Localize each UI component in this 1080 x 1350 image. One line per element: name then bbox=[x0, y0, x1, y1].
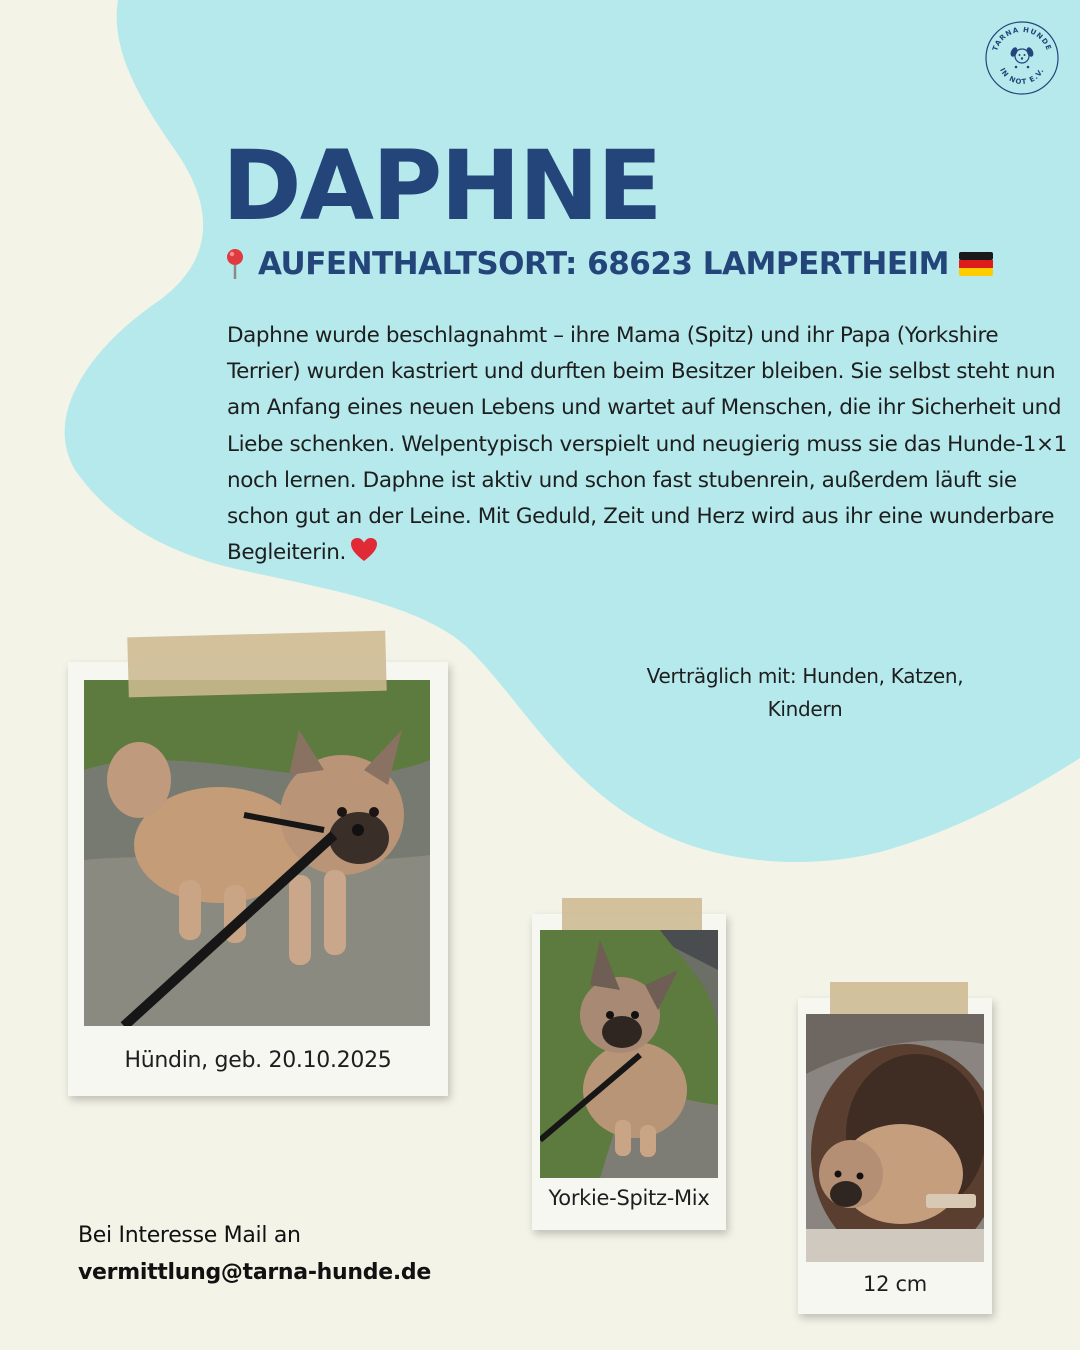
contact-email-link[interactable]: vermittlung@tarna-hunde.de bbox=[78, 1260, 431, 1285]
pin-icon bbox=[222, 247, 248, 281]
logo-text-bottom: IN NOT E.V. bbox=[998, 66, 1046, 87]
contact-label: Bei Interesse Mail an bbox=[78, 1223, 301, 1248]
logo-text-top: TARNA HUNDE bbox=[991, 25, 1053, 53]
polaroid-photo-1 bbox=[68, 662, 448, 1096]
svg-text:IN NOT E.V. bbox=[998, 67, 1046, 87]
tarna-logo bbox=[984, 20, 1060, 96]
german-flag-icon bbox=[959, 252, 993, 276]
photo-caption-2: Yorkie-Spitz-Mix bbox=[548, 1186, 710, 1210]
compatibility-line-1: Verträglich mit: Hunden, Katzen, bbox=[646, 664, 964, 688]
compatibility-info bbox=[640, 660, 970, 726]
dog-name-title: DAPHNE bbox=[222, 130, 661, 242]
tape-strip-1 bbox=[127, 631, 386, 698]
heart-icon bbox=[350, 537, 378, 563]
dog-photo-1 bbox=[84, 680, 430, 1026]
contact-block bbox=[78, 1218, 431, 1292]
photo-caption-3: 12 cm bbox=[863, 1272, 927, 1296]
description-text: Daphne wurde beschlagnahmt – ihre Mama (Spitz) und ihr Papa (Yorkshire Terrier) wurden kastriert und durften beim Besitzer bleiben. Sie selbst steht nun am Anfang eines neuen Lebens und wartet auf Menschen, die ihr Sicherheit und Liebe schenken. Welpentypisch verspielt und neugierig muss sie das Hunde-1×1 noch lernen. Daphne ist aktiv und schon fast stubenrein, außerdem läuft sie schon gut an der Leine. Mit Geduld, Zeit und Herz wird aus ihr eine wunderbare Begleiterin. bbox=[227, 323, 1067, 566]
tape-strip-2 bbox=[562, 898, 702, 930]
tape-strip-3 bbox=[830, 982, 968, 1014]
location-line bbox=[222, 246, 993, 282]
dog-description bbox=[227, 318, 1067, 571]
dog-photo-3 bbox=[806, 1014, 984, 1262]
dog-photo-2 bbox=[540, 930, 718, 1178]
polaroid-photo-3 bbox=[798, 998, 992, 1314]
compatibility-line-2: Kindern bbox=[767, 697, 843, 721]
photo-caption-1: Hündin, geb. 20.10.2025 bbox=[124, 1048, 392, 1073]
location-text: AUFENTHALTSORT: 68623 LAMPERTHEIM bbox=[258, 246, 949, 282]
polaroid-photo-2 bbox=[532, 914, 726, 1230]
